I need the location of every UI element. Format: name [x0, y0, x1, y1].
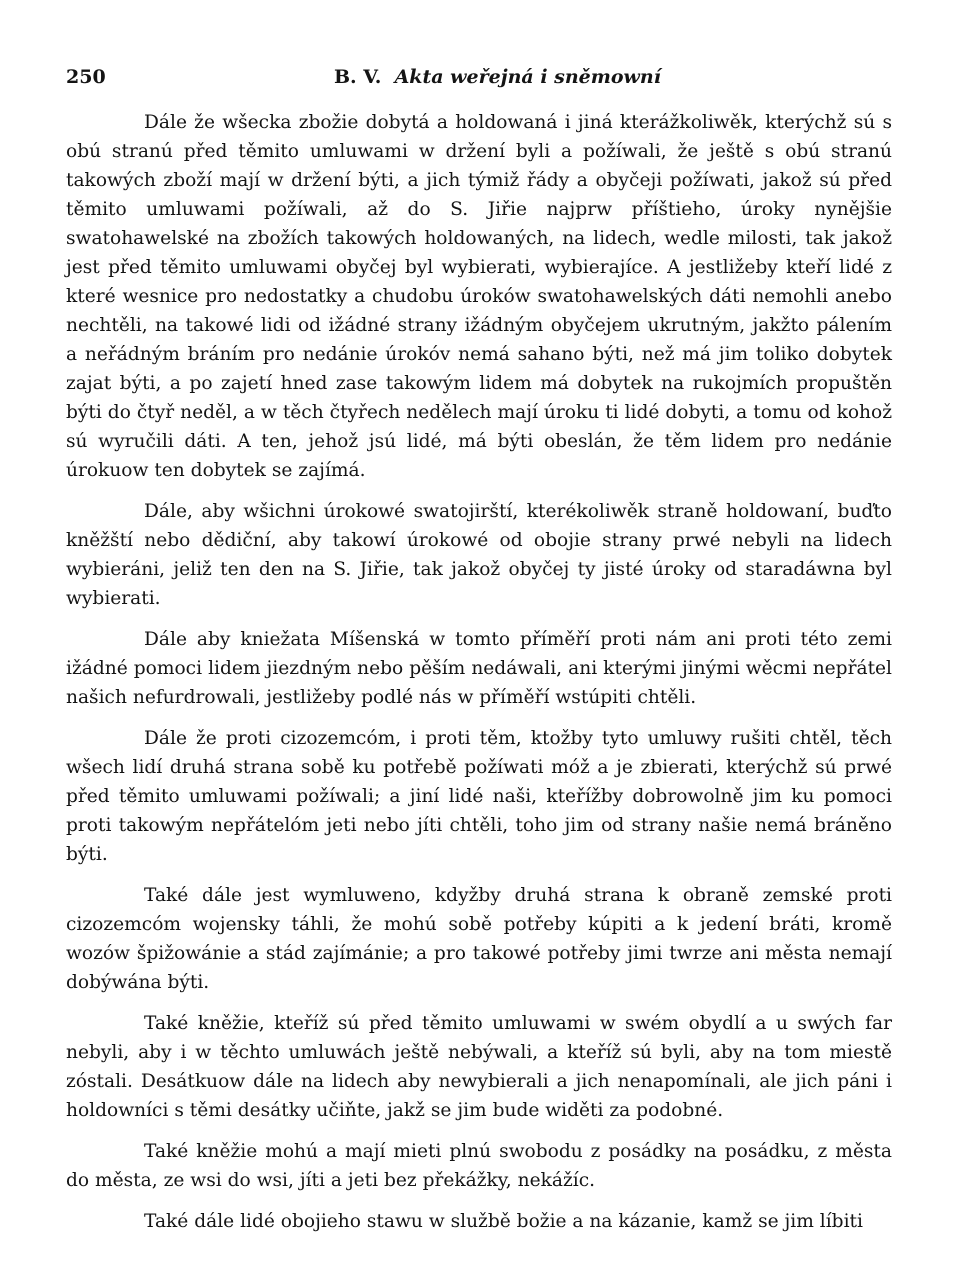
running-title: [334, 66, 661, 88]
page-number: 250: [66, 66, 106, 88]
paragraph: Také dále jest wymluweno, kdyžby druhá strana k obraně zemské proti cizozemcóm wojensky táhli, že mohú sobě potřeby kúpiti a k jedení bráti, kromě wozów špižowánie a stád zajímánie; a pro takowé potřeby jimi twrze ani města nemají dobýwána býti.: [66, 885, 892, 993]
section-title: Akta weřejná i sněmowní: [394, 66, 661, 88]
paragraph: Dále, aby wšichni úrokowé swatojirští, kterékoliwěk straně holdowaní, buďto kněžští nebo dědiční, aby takowí úrokowé od obojie strany prwé nebyli na lidech wybieráni, jeliž ten den na S. Jiřie, tak jakož obyčej ty jisté úroky od staradáwna byl wybierati.: [66, 501, 892, 609]
section-label: B. V.: [334, 66, 382, 88]
paragraph: Dále že proti cizozemcóm, i proti těm, ktožby tyto umluwy rušiti chtěl, těch wšech lidí druhá strana sobě ku potřebě požíwati móž a je zbierati, kterýchž sú prwé před těmito umluwami požíwali; a jiní lidé naši, kteřížby dobrowolně jim ku pomoci proti takowým nepřátelóm jeti nebo jíti chtěli, toho jim od strany našie nemá bráněno býti.: [66, 728, 892, 865]
page-header: [66, 66, 892, 100]
paragraph: Také dále lidé obojieho stawu w službě božie a na kázanie, kamž se jim líbiti: [144, 1211, 863, 1232]
paragraph: Dále aby kniežata Míšenská w tomto příměří proti nám ani proti této zemi ižádné pomoci lidem jiezdným nebo pěším nedáwali, ani kterými jinými wěcmi nepřátel našich nefurdrowali, jestližeby podlé nás w příměří wstúpiti chtěli.: [66, 629, 892, 708]
paragraph: Také kněžie, kteříž sú před těmito umluwami w swém obydlí a u swých far nebyli, aby i w těchto umluwách ještě nebýwali, a kteříž sú byli, aby na tom miestě zóstali. Desátkuow dále na lidech aby newybierali a jich nenapomínali, ale jich páni i holdowníci s těmi desátky učiňte, jakž se jim bude widěti za podobné.: [66, 1013, 892, 1121]
body-text: [66, 108, 892, 1248]
paragraph: Dále že wšecka zbožie dobytá a holdowaná i jiná kterážkoliwěk, kterýchž sú s obú stranú před těmito umluwami w držení byli a požíwali, že ještě s obú stranú takowých zboží mají w držení býti, a jich týmiž řády a obyčeji požíwati, jakož sú před těmito umluwami požíwali, až do S. Jiřie najprw příštieho, úroky nynějšie swatohawelské na zbožích takowých holdowaných, na lidech, wedle milosti, tak jakož jest před těmito umluwami obyčej byl wybierati, wybierajíce. A jestližeby kteří lidé z které wesnice pro nedostatky a chudobu úroków swatohawelských dáti nemohli anebo nechtěli, na takowé lidi od ižádné strany ižádným obyčejem ukrutným, jakžto pálením a neřádným bráním pro nedánie úrokóv nemá sahano býti, než má jim toliko dobytek zajat býti, a po zajetí hned zase takowým lidem má dobytek na rukojmích propuštěn býti do čtyř neděl, a w těch čtyřech nedělech mají úroku ti lidé dobyti, a tomu od kohož sú wyručili dáti. A ten, jehož jsú lidé, má býti obeslán, že těm lidem pro nedánie úrokuow ten dobytek se zajímá.: [66, 112, 892, 481]
paragraph: Také kněžie mohú a mají mieti plnú swobodu z posádky na posádku, z města do města, ze wsi do wsi, jíti a jeti bez překážky, nekážíc.: [66, 1141, 892, 1191]
